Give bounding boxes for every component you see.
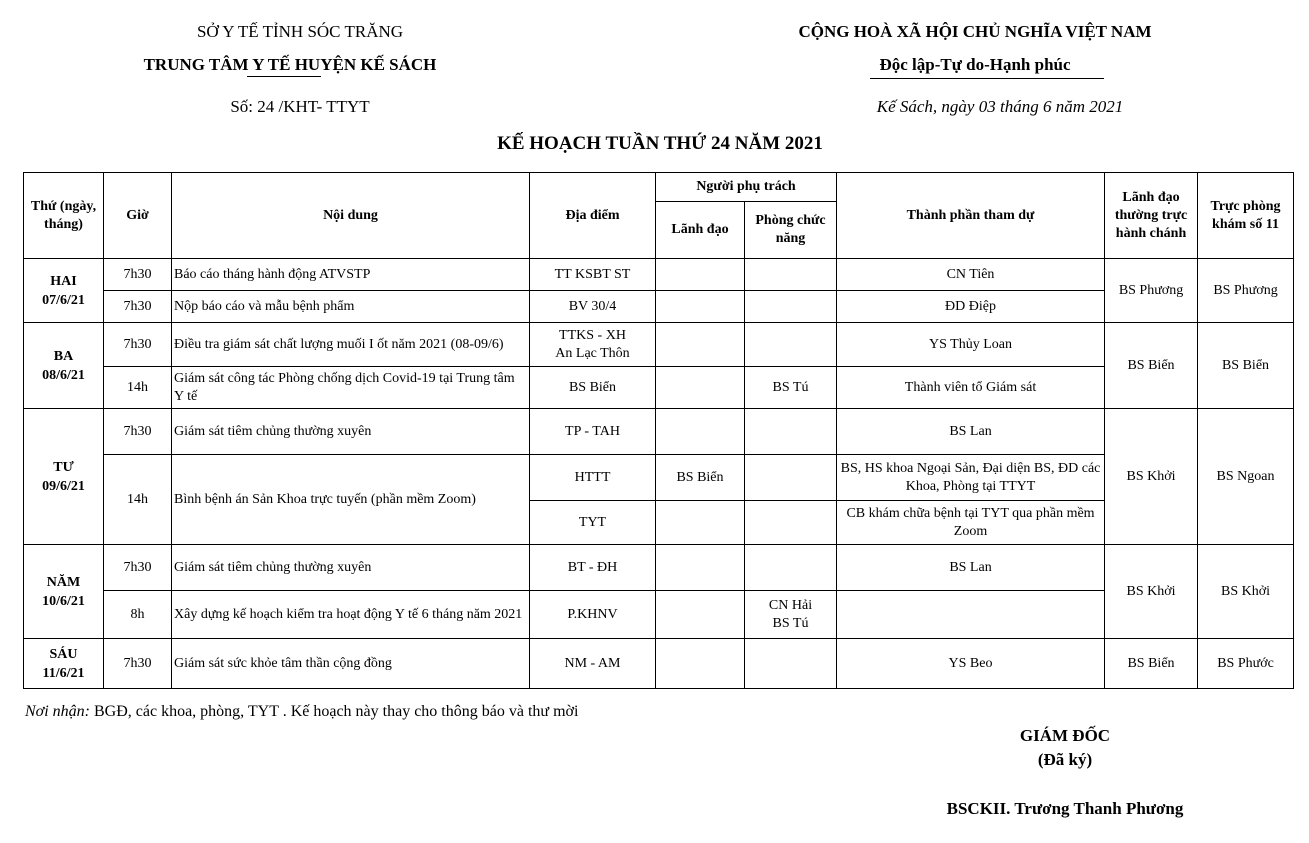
participants-cell: CB khám chữa bệnh tại TYT qua phần mềm Zoom: [837, 501, 1105, 545]
org-underline: [247, 76, 321, 77]
leader-cell: [656, 409, 745, 455]
day-date: 07/6/21: [42, 292, 85, 308]
place-line: TTKS - XH: [559, 327, 626, 343]
header-leader: Lãnh đạo: [656, 202, 745, 259]
admin-leader-cell: BS Khởi: [1105, 545, 1198, 639]
day-name: NĂM: [46, 574, 81, 590]
day-date: 08/6/21: [42, 367, 85, 383]
room11-cell: BS Phước: [1198, 639, 1294, 689]
leader-cell: [656, 639, 745, 689]
day-cell: [24, 409, 104, 545]
header-day: Thứ (ngày, tháng): [24, 173, 104, 259]
content-cell: Báo cáo tháng hành động ATVSTP: [172, 259, 530, 291]
motto: Độc lập-Tự do-Hạnh phúc: [879, 55, 1071, 74]
leader-cell: BS Biển: [656, 455, 745, 501]
day-date: 09/6/21: [42, 478, 85, 494]
place-cell: TYT: [530, 501, 656, 545]
dept-cell: [745, 501, 837, 545]
participants-cell: Thành viên tổ Giám sát: [837, 367, 1105, 409]
place-cell: TT KSBT ST: [530, 259, 656, 291]
header-dept: Phòng chức năng: [745, 202, 837, 259]
dept-cell: [745, 259, 837, 291]
director-name: BSCKII. Trương Thanh Phương: [946, 799, 1184, 818]
admin-leader-cell: BS Biển: [1105, 639, 1198, 689]
place-cell: P.KHNV: [530, 591, 656, 639]
day-cell: [24, 545, 104, 639]
dept-cell: [745, 545, 837, 591]
participants-cell: ĐD Điệp: [837, 291, 1105, 323]
place-line: An Lạc Thôn: [555, 345, 630, 361]
dept-cell: [745, 591, 837, 639]
content-cell: Giám sát tiêm chủng thường xuyên: [172, 545, 530, 591]
header-admin-leader: Lãnh đạo thường trực hành chánh: [1105, 173, 1198, 259]
time-cell: 7h30: [104, 409, 172, 455]
content-cell: Xây dựng kế hoạch kiểm tra hoạt động Y tế 6 tháng năm 2021: [172, 591, 530, 639]
content-cell: Điều tra giám sát chất lượng muối I ốt năm 2021 (08-09/6): [172, 323, 530, 367]
org-name: TRUNG TÂM Y TẾ HUYỆN KẾ SÁCH: [143, 55, 437, 74]
weekly-plan-table: [23, 172, 1294, 689]
content-cell: Bình bệnh án Sản Khoa trực tuyến (phần mềm Zoom): [172, 455, 530, 545]
place-cell: BT - ĐH: [530, 545, 656, 591]
room11-cell: BS Ngoan: [1198, 409, 1294, 545]
admin-leader-cell: BS Khởi: [1105, 409, 1198, 545]
country-name: CỘNG HOÀ XÃ HỘI CHỦ NGHĨA VIỆT NAM: [798, 22, 1152, 41]
participants-cell: BS Lan: [837, 545, 1105, 591]
place-date: Kế Sách, ngày 03 tháng 6 năm 2021: [876, 97, 1124, 116]
time-cell: 14h: [104, 455, 172, 545]
place-cell: BS Biển: [530, 367, 656, 409]
leader-cell: [656, 501, 745, 545]
place-cell: TP - TAH: [530, 409, 656, 455]
motto-underline: [870, 78, 1104, 79]
participants-cell: YS Thủy Loan: [837, 323, 1105, 367]
place-cell: HTTT: [530, 455, 656, 501]
content-cell: Nộp báo cáo và mẫu bệnh phẩm: [172, 291, 530, 323]
participants-cell: BS Lan: [837, 409, 1105, 455]
recipients-text: BGĐ, các khoa, phòng, TYT . Kế hoạch này thay cho thông báo và thư mời: [93, 703, 579, 720]
participants-cell: CN Tiên: [837, 259, 1105, 291]
header-content: Nội dung: [172, 173, 530, 259]
time-cell: 7h30: [104, 291, 172, 323]
place-cell: NM - AM: [530, 639, 656, 689]
admin-leader-cell: BS Phương: [1105, 259, 1198, 323]
header-room11: Trực phòng khám số 11: [1198, 173, 1294, 259]
leader-cell: [656, 323, 745, 367]
director-title: GIÁM ĐỐC: [1019, 726, 1111, 745]
signed-note: (Đã ký): [1037, 750, 1093, 769]
day-name: TƯ: [53, 459, 74, 475]
place-cell: [530, 323, 656, 367]
time-cell: 8h: [104, 591, 172, 639]
day-cell: [24, 323, 104, 409]
dept-line: CN Hải: [768, 597, 813, 613]
time-cell: 7h30: [104, 323, 172, 367]
time-cell: 7h30: [104, 639, 172, 689]
header-participants: Thành phần tham dự: [837, 173, 1105, 259]
participants-cell: YS Beo: [837, 639, 1105, 689]
leader-cell: [656, 291, 745, 323]
dept-cell: [745, 409, 837, 455]
day-name: BA: [53, 348, 74, 364]
room11-cell: BS Phương: [1198, 259, 1294, 323]
participants-cell: [837, 591, 1105, 639]
recipients: [25, 703, 578, 721]
dept-cell: [745, 323, 837, 367]
header-time: Giờ: [104, 173, 172, 259]
dept-cell: [745, 291, 837, 323]
place-cell: BV 30/4: [530, 291, 656, 323]
room11-cell: BS Biển: [1198, 323, 1294, 409]
time-cell: 7h30: [104, 545, 172, 591]
org-parent: SỞ Y TẾ TỈNH SÓC TRĂNG: [196, 22, 404, 41]
content-cell: Giám sát sức khỏe tâm thần cộng đồng: [172, 639, 530, 689]
room11-cell: BS Khởi: [1198, 545, 1294, 639]
day-name: SÁU: [49, 646, 78, 662]
header-responsible: Người phụ trách: [656, 173, 837, 202]
recipients-label: Nơi nhận:: [25, 703, 90, 720]
content-cell: Giám sát tiêm chủng thường xuyên: [172, 409, 530, 455]
dept-cell: [745, 639, 837, 689]
participants-cell: BS, HS khoa Ngoại Sản, Đại diện BS, ĐD các Khoa, Phòng tại TTYT: [837, 455, 1105, 501]
dept-cell: BS Tú: [745, 367, 837, 409]
day-cell: [24, 259, 104, 323]
time-cell: 14h: [104, 367, 172, 409]
leader-cell: [656, 367, 745, 409]
admin-leader-cell: BS Biển: [1105, 323, 1198, 409]
day-name: HAI: [50, 273, 77, 289]
leader-cell: [656, 591, 745, 639]
dept-cell: [745, 455, 837, 501]
day-cell: [24, 639, 104, 689]
day-date: 11/6/21: [42, 665, 85, 681]
doc-number: Số: 24 /KHT- TTYT: [230, 97, 370, 116]
time-cell: 7h30: [104, 259, 172, 291]
document-title: KẾ HOẠCH TUẦN THỨ 24 NĂM 2021: [497, 133, 823, 154]
day-date: 10/6/21: [42, 593, 85, 609]
leader-cell: [656, 259, 745, 291]
content-cell: Giám sát công tác Phòng chống dịch Covid-19 tại Trung tâm Y tế: [172, 367, 530, 409]
dept-line: BS Tú: [772, 615, 809, 631]
header-place: Địa điểm: [530, 173, 656, 259]
leader-cell: [656, 545, 745, 591]
